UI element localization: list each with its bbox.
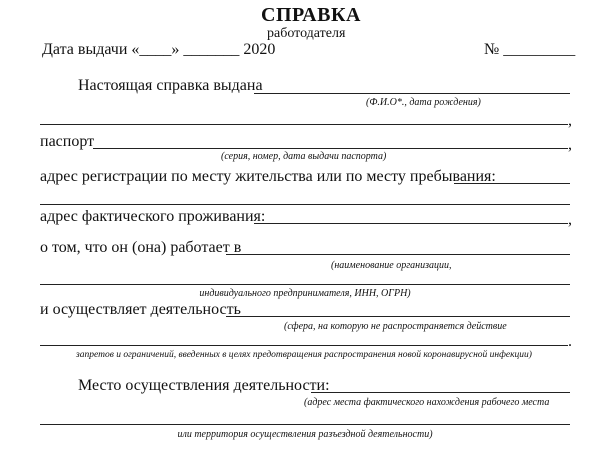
issued-to-line-2	[40, 124, 568, 125]
document-title: СПРАВКА	[261, 4, 361, 26]
registration-address-label: адрес регистрации по месту жительства или по месту пребывания:	[40, 168, 496, 185]
certificate-number-label: № _________	[484, 41, 576, 58]
works-at-caption-2: индивидуального предпринимателя, ИНН, ОГРН)	[199, 288, 411, 299]
passport-comma: ,	[568, 136, 572, 153]
activity-caption-2: запретов и ограничений, введенных в целях предотвращения распространения новой коронавирусной инфекции)	[76, 350, 532, 360]
registration-address-line-2	[40, 204, 570, 205]
actual-address-line	[254, 223, 568, 224]
registration-address-line	[454, 183, 570, 184]
workplace-line	[311, 392, 570, 393]
works-at-line	[226, 254, 570, 255]
issued-to-comma: ,	[568, 112, 572, 129]
issued-to-line	[254, 93, 570, 94]
passport-line	[93, 148, 568, 149]
activity-label: и осуществляет деятельность	[40, 301, 241, 318]
passport-caption: (серия, номер, дата выдачи паспорта)	[221, 151, 387, 162]
activity-line-2	[40, 345, 568, 346]
activity-period: .	[568, 333, 572, 350]
workplace-caption-1: (адрес места фактического нахождения рабочего места	[304, 397, 550, 408]
activity-line	[226, 316, 570, 317]
workplace-line-2	[40, 424, 570, 425]
works-at-caption-1: (наименование организации,	[331, 260, 452, 271]
issued-to-label: Настоящая справка выдана	[78, 77, 263, 94]
document-subtitle: работодателя	[267, 26, 346, 41]
works-at-line-2	[40, 284, 570, 285]
actual-address-label: адрес фактического проживания:	[40, 208, 266, 225]
passport-label: паспорт	[40, 133, 95, 150]
workplace-caption-2: или территория осуществления разъездной деятельности)	[177, 429, 433, 440]
activity-caption-1: (сфера, на которую не распространяется действие	[284, 321, 507, 332]
workplace-label: Место осуществления деятельности:	[78, 377, 330, 394]
actual-address-comma: ,	[568, 211, 572, 228]
works-at-label: о том, что он (она) работает в	[40, 239, 242, 256]
issued-to-caption: (Ф.И.О*., дата рождения)	[366, 97, 481, 108]
issue-date-label: Дата выдачи «____» _______ 2020	[42, 41, 276, 58]
